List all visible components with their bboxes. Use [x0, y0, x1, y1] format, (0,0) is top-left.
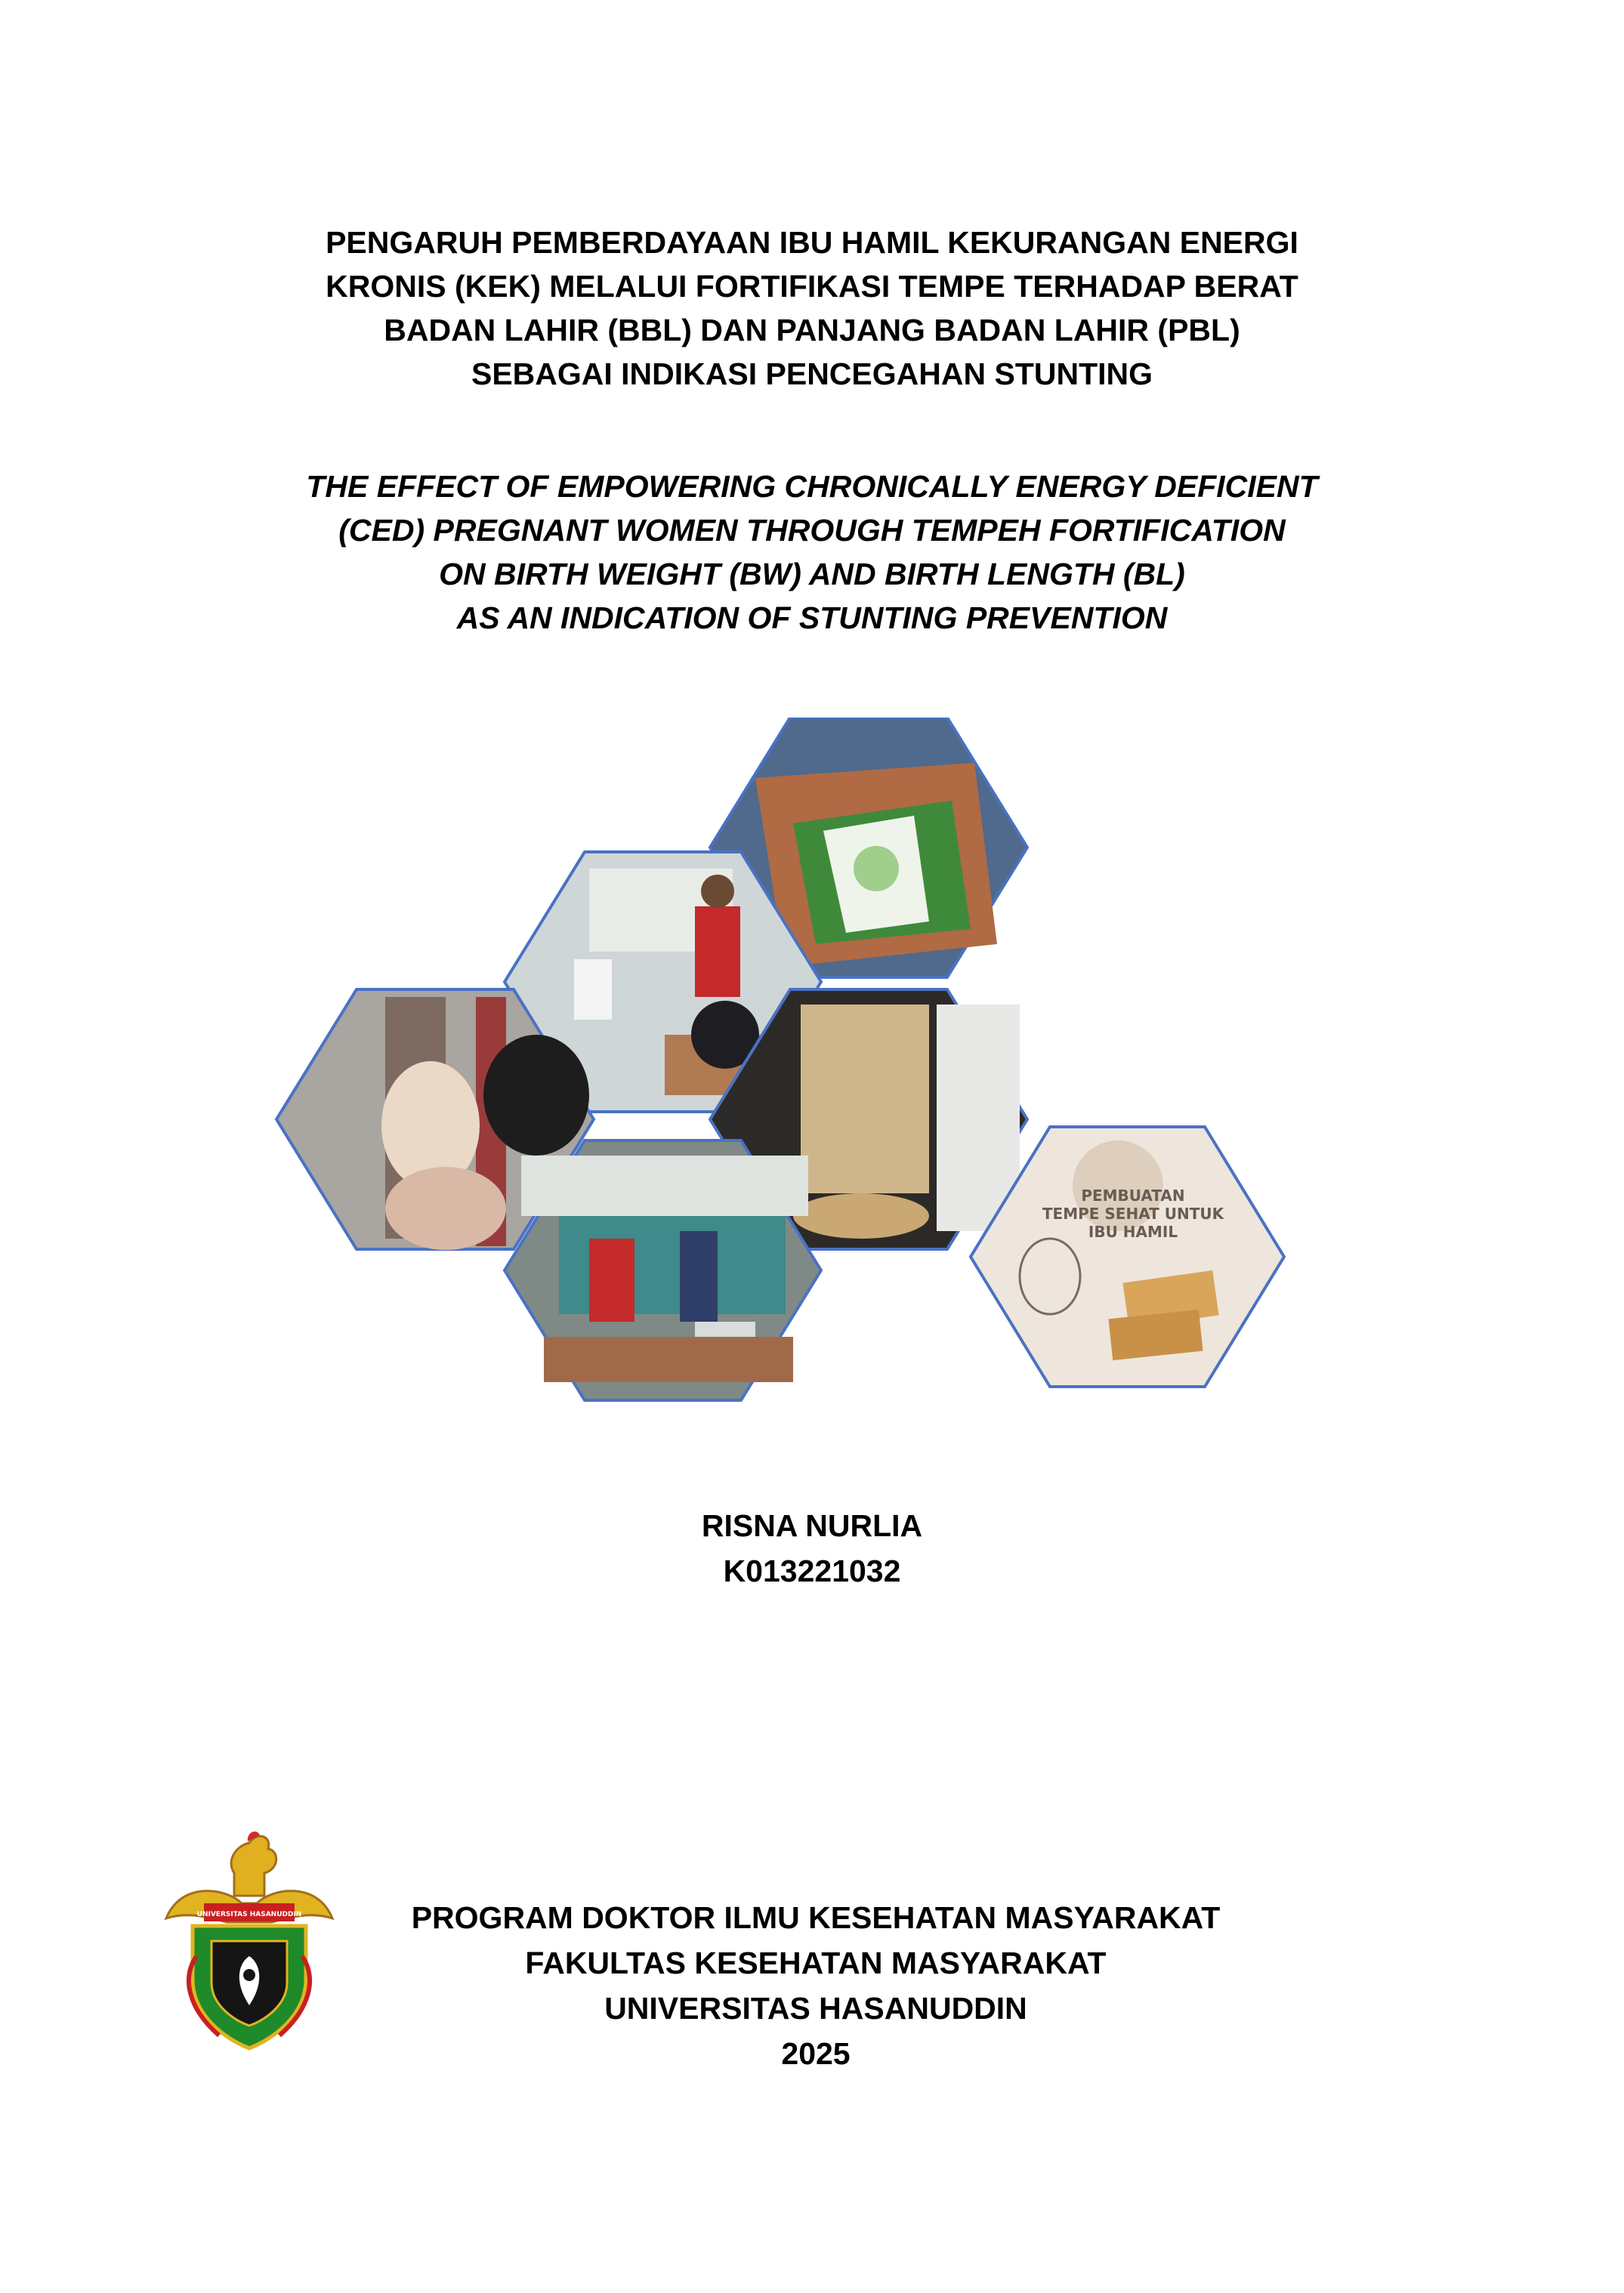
- hexagon-photo-collage: [272, 718, 1367, 1420]
- logo-banner-text: UNIVERSITAS HASANUDDIN: [196, 1911, 302, 1918]
- title-english: [0, 464, 1624, 640]
- title-en-line-4: AS AN INDICATION OF STUNTING PREVENTION: [456, 600, 1168, 635]
- poster-line-2: TEMPE SEHAT UNTUK: [1042, 1205, 1224, 1223]
- year: 2025: [781, 2036, 851, 2071]
- program-name: PROGRAM DOKTOR ILMU KESEHATAN MASYARAKAT: [411, 1900, 1221, 1935]
- university-name: UNIVERSITAS HASANUDDIN: [604, 1991, 1027, 2026]
- title-id-line-4: SEBAGAI INDIKASI PENCEGAHAN STUNTING: [471, 356, 1153, 391]
- title-en-line-2: (CED) PREGNANT WOMEN THROUGH TEMPEH FORTIFICATION: [338, 513, 1286, 548]
- title-id-line-3: BADAN LAHIR (BBL) DAN PANJANG BADAN LAHIR (PBL): [384, 313, 1240, 347]
- title-id-line-1: PENGARUH PEMBERDAYAAN IBU HAMIL KEKURANGAN ENERGI: [326, 225, 1298, 260]
- faculty-name: FAKULTAS KESEHATAN MASYARAKAT: [525, 1946, 1107, 1980]
- title-indonesian: [0, 221, 1624, 396]
- title-en-line-1: THE EFFECT OF EMPOWERING CHRONICALLY ENERGY DEFICIENT: [306, 469, 1318, 504]
- photo-group-cooking-icon: [505, 1140, 821, 1400]
- university-crest-icon: [151, 1828, 347, 2054]
- poster-line-3: IBU HAMIL: [1088, 1223, 1178, 1241]
- title-en-line-3: ON BIRTH WEIGHT (BW) AND BIRTH LENGTH (BL): [439, 557, 1185, 591]
- poster-line-1: PEMBUATAN: [1081, 1187, 1185, 1205]
- author-block: [0, 1503, 1624, 1594]
- author-name: RISNA NURLIA: [701, 1508, 923, 1543]
- institution-block: [363, 1895, 1269, 2076]
- title-id-line-2: KRONIS (KEK) MELALUI FORTIFIKASI TEMPE TERHADAP BERAT: [326, 269, 1298, 304]
- student-id: K013221032: [723, 1554, 901, 1588]
